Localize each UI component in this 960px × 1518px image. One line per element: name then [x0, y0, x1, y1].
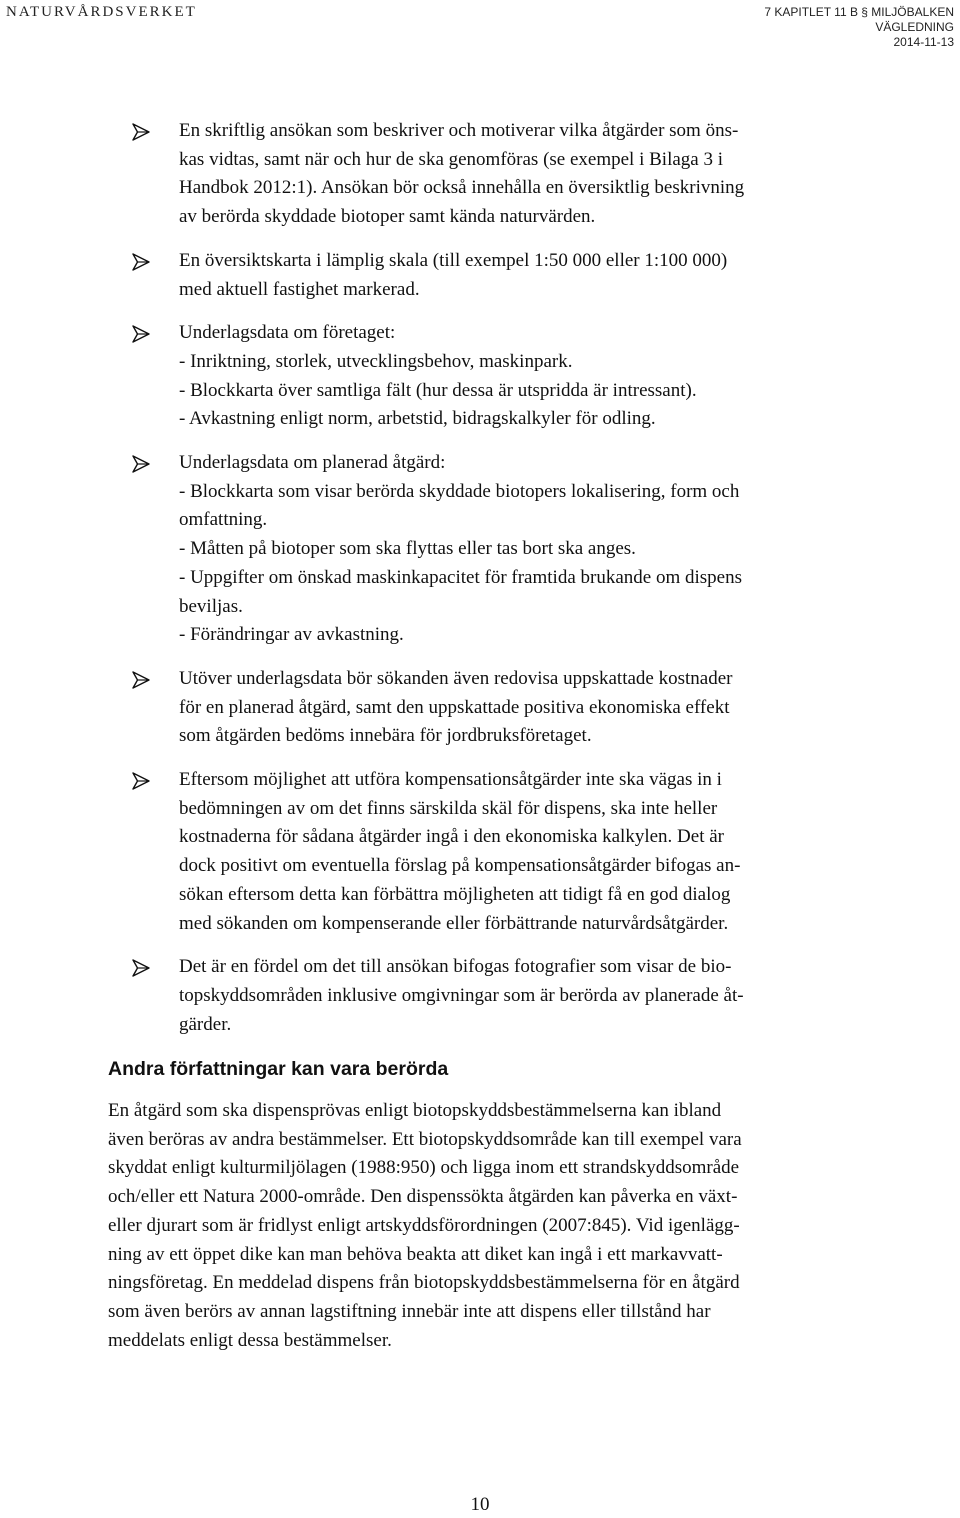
list-item-line: En översiktskarta i lämplig skala (till exempel 1:50 000 eller 1:100 000)	[179, 249, 728, 271]
arrow-bullet-icon	[132, 959, 150, 977]
section-paragraph	[108, 1097, 742, 1355]
list-item-line: omfattning.	[179, 509, 268, 531]
document-date: 2014-11-13	[893, 35, 954, 49]
list-item	[0, 319, 960, 434]
list-item-line: - Blockkarta över samtliga fält (hur dessa är utspridda är intressant).	[179, 379, 697, 401]
list-item-line: - Avkastning enligt norm, arbetstid, bidragskalkyler för odling.	[179, 408, 656, 430]
arrow-bullet-icon	[132, 772, 150, 790]
paragraph-line: även beröras av andra bestämmelser. Ett biotopskyddsområde kan till exempel vara	[108, 1128, 742, 1150]
list-item-line: bedömningen av om det finns särskilda skäl för dispens, ska inte heller	[179, 797, 718, 819]
chapter-label: 7 KAPITLET 11 B § MILJÖBALKEN	[764, 5, 954, 19]
list-item-line: - Blockkarta som visar berörda skyddade biotopers lokalisering, form och	[179, 480, 740, 502]
paragraph-line: eller djurart som är fridlyst enligt artskyddsförordningen (2007:845). Vid igenlägg-	[108, 1214, 740, 1236]
list-item-line: topskyddsområden inklusive omgivningar som är berörda av planerade åt-	[179, 984, 744, 1006]
list-item-line: Handbok 2012:1). Ansökan bör också innehålla en översiktlig beskrivning	[179, 177, 745, 199]
list-item-line: - Uppgifter om önskad maskinkapacitet för framtida brukande om dispens	[179, 566, 742, 588]
list-item-line: En skriftlig ansökan som beskriver och motiverar vilka åtgärder som öns-	[179, 120, 739, 141]
paragraph-line: som även berörs av annan lagstiftning innebär inte att dispens eller tillstånd har	[108, 1300, 711, 1322]
list-item-line: Eftersom möjlighet att utföra kompensationsåtgärder inte ska vägas in i	[179, 769, 722, 791]
list-item	[0, 953, 960, 1039]
list-item-line: med aktuell fastighet markerad.	[179, 278, 420, 300]
arrow-bullet-icon	[132, 455, 150, 473]
arrow-bullet-icon	[132, 123, 150, 141]
list-item-line: Underlagsdata om företaget:	[179, 322, 396, 344]
section-heading: Andra författningar kan vara berörda	[108, 1058, 449, 1080]
paragraph-line: ning av ett öppet dike kan man behöva beakta att diket kan ingå i ett markavvatt-	[108, 1243, 723, 1265]
arrow-bullet-icon	[132, 325, 150, 343]
requirements-list	[0, 117, 960, 1054]
list-item	[0, 117, 960, 232]
list-item-line: Det är en fördel om det till ansökan bifogas fotografier som visar de bio-	[179, 956, 732, 978]
list-item-line: beviljas.	[179, 595, 243, 617]
list-item-line: med sökanden om kompenserande eller förbättrande naturvårdsåtgärder.	[179, 912, 729, 934]
list-item-line: kas vidtas, samt när och hur de ska genomföras (se exempel i Bilaga 3 i	[179, 148, 723, 170]
list-item	[0, 665, 960, 751]
list-item-line: - Förändringar av avkastning.	[179, 624, 404, 646]
brand-name: NATURVÅRDSVERKET	[6, 4, 197, 20]
page-number: 10	[470, 1494, 490, 1515]
arrow-bullet-icon	[132, 253, 150, 271]
paragraph-line: ningsföretag. En meddelad dispens från biotopskyddsbestämmelserna för en åtgärd	[108, 1272, 740, 1294]
list-item-line: - Inriktning, storlek, utvecklingsbehov, maskinpark.	[179, 350, 573, 372]
list-item-line: sökan eftersom detta kan förbättra möjligheten att tidigt få en god dialog	[179, 883, 731, 905]
list-item-line: dock positivt om eventuella förslag på kompensationsåtgärder bifogas an-	[179, 855, 741, 877]
paragraph-line: En åtgärd som ska dispensprövas enligt biotopskyddsbestämmelserna kan ibland	[108, 1100, 722, 1121]
list-item-line: av berörda skyddade biotoper samt kända naturvärden.	[179, 206, 596, 228]
list-item-line: för en planerad åtgärd, samt den uppskattade positiva ekonomiska effekt	[179, 696, 730, 718]
list-item-line: - Måtten på biotoper som ska flyttas eller tas bort ska anges.	[179, 538, 636, 560]
list-item	[0, 766, 960, 938]
arrow-bullet-icon	[132, 671, 150, 689]
document-type: VÄGLEDNING	[875, 20, 954, 34]
list-item-line: som åtgärden bedöms innebära för jordbruksföretaget.	[179, 725, 592, 747]
document-header	[764, 5, 954, 50]
paragraph-line: skyddat enligt kulturmiljölagen (1988:950) och ligga inom ett strandskyddsområde	[108, 1157, 740, 1179]
list-item	[0, 449, 960, 650]
list-item-line: Underlagsdata om planerad åtgärd:	[179, 452, 446, 474]
paragraph-line: och/eller ett Natura 2000-område. Den dispenssökta åtgärden kan påverka en växt-	[108, 1186, 738, 1208]
list-item	[0, 247, 960, 304]
list-item-line: Utöver underlagsdata bör sökanden även redovisa uppskattade kostnader	[179, 667, 733, 689]
paragraph-line: meddelats enligt dessa bestämmelser.	[108, 1329, 392, 1351]
list-item-line: gärder.	[179, 1013, 232, 1035]
list-item-line: kostnaderna för sådana åtgärder ingå i den ekonomiska kalkylen. Det är	[179, 826, 724, 848]
